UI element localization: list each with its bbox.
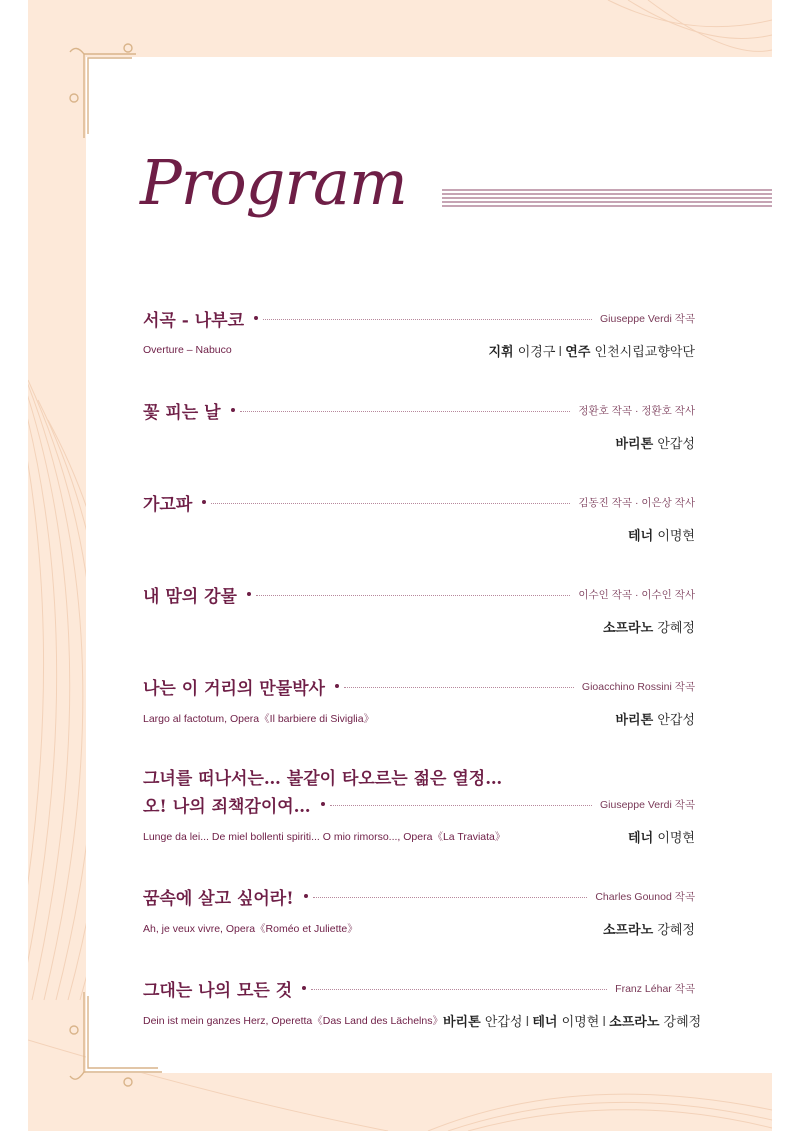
bullet-dot-icon <box>321 802 325 806</box>
bullet-dot-icon <box>247 592 251 596</box>
dotted-leader <box>263 319 592 320</box>
dotted-leader <box>211 503 570 504</box>
composer-credit: 김동진 작곡 · 이은상 작사 <box>578 496 695 509</box>
dotted-leader <box>256 595 570 596</box>
performers: 지휘 이경구 I 연주 인천시립교향악단 <box>488 344 695 360</box>
page-title: Program <box>140 146 407 219</box>
performers: 소프라노 강혜정 <box>602 620 695 636</box>
performers: 바리톤 안갑성 <box>615 436 695 452</box>
program-item <box>143 307 695 359</box>
dotted-leader <box>240 411 571 412</box>
dotted-leader <box>313 897 588 898</box>
piece-title: 가고파 <box>143 494 193 515</box>
bullet-dot-icon <box>304 894 308 898</box>
piece-title: 서곡 - 나부코 <box>143 310 245 331</box>
bullet-dot-icon <box>202 500 206 504</box>
piece-subtitle: Lunge da lei... De miel bollenti spiriti... O mio rimorso..., Opera《La Traviata》 <box>143 830 506 843</box>
piece-title: 오! 나의 죄책감이여… <box>143 796 311 817</box>
piece-title: 그대는 나의 모든 것 <box>143 980 293 1001</box>
performers: 소프라노 강혜정 <box>602 922 695 938</box>
performers: 테너 이명현 <box>628 830 695 846</box>
composer-credit: Charles Gounod 작곡 <box>595 890 695 903</box>
composer-credit: Franz Léhar 작곡 <box>615 982 695 995</box>
piece-subtitle: Overture – Nabuco <box>143 344 232 356</box>
bullet-dot-icon <box>302 986 306 990</box>
program-item <box>143 491 695 543</box>
performers: 테너 이명현 <box>628 528 695 544</box>
performers: 바리톤 안갑성 <box>615 712 695 728</box>
dotted-leader <box>330 805 592 806</box>
composer-credit: 이수인 작곡 · 이수인 작사 <box>578 588 695 601</box>
dotted-leader <box>344 687 574 688</box>
program-item <box>143 765 695 845</box>
composer-credit: Gioacchino Rossini 작곡 <box>581 680 695 693</box>
bullet-dot-icon <box>335 684 339 688</box>
composer-credit: Giuseppe Verdi 작곡 <box>599 312 695 325</box>
title-rule-lines <box>442 188 772 210</box>
program-item <box>143 583 695 635</box>
piece-title: 나는 이 거리의 만물박사 <box>143 678 325 699</box>
piece-title: 꽃 피는 날 <box>143 402 221 423</box>
composer-credit: Giuseppe Verdi 작곡 <box>599 798 695 811</box>
top-left-ornament-icon <box>66 40 146 140</box>
piece-subtitle: Ah, je veux vivre, Opera《Roméo et Juliette》 <box>143 922 358 935</box>
program-item <box>143 675 695 727</box>
program-item <box>143 885 695 937</box>
piece-title: 꿈속에 살고 싶어라! <box>143 888 294 909</box>
program-item <box>143 399 695 451</box>
bullet-dot-icon <box>231 408 235 412</box>
piece-subtitle: Largo al factotum, Opera《Il barbiere di Siviglia》 <box>143 712 375 725</box>
piece-title-line1: 그녀를 떠나서는… 불같이 타오르는 젊은 열정… <box>143 768 503 789</box>
bullet-dot-icon <box>254 316 258 320</box>
program-item <box>143 977 702 1030</box>
dotted-leader <box>311 989 607 990</box>
composer-credit: 정환호 작곡 · 정환호 작사 <box>578 404 695 417</box>
piece-subtitle: Dein ist mein ganzes Herz, Operetta《Das Land des Lächelns》 <box>143 1014 443 1027</box>
piece-title: 내 맘의 강물 <box>143 586 237 607</box>
performers: 바리톤 안갑성 I 테너 이명현 I 소프라노 강혜정 <box>442 1014 702 1030</box>
